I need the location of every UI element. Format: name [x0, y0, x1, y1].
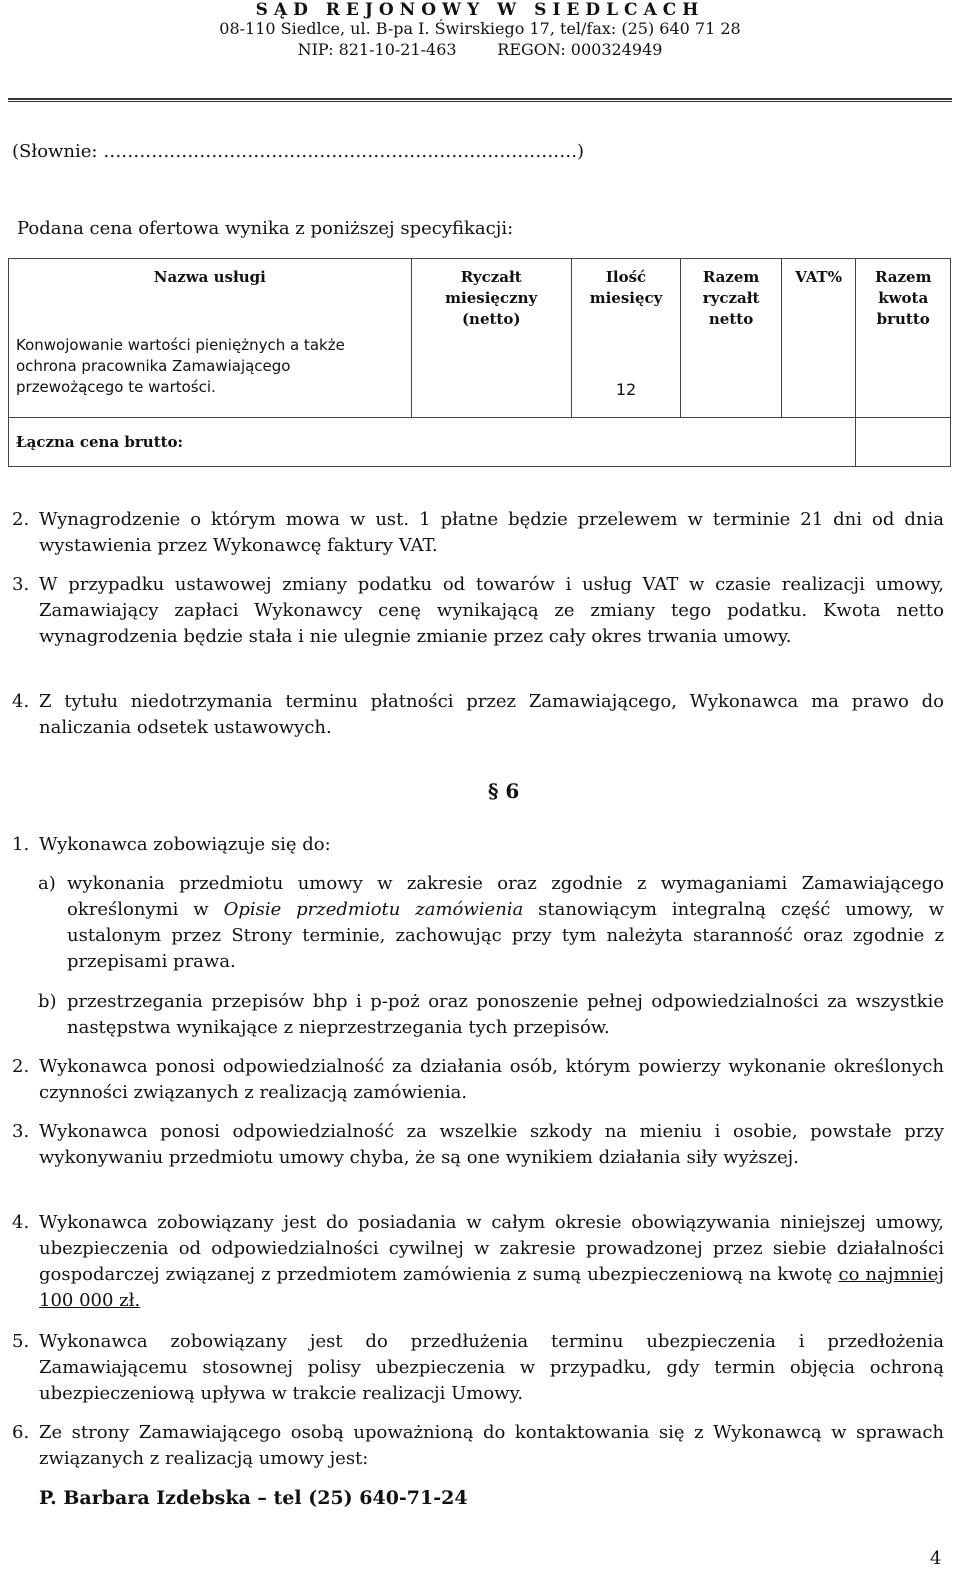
specification-table	[8, 258, 951, 467]
header-total-net: Razem ryczałt netto	[702, 268, 760, 328]
header-total-gross: Razem kwota brutto	[874, 268, 932, 328]
point-6-4: 4. Wykonawca zobowiązany jest do posiadania w całym okresie obowiązywania niniejszej umowy, ubezpieczenia od odpowiedzialności cywilnej w zakresie prowadzonej przez siebie działalności gospodarczej związanej z przedmiotem zamówienia z sumą ubezpieczeniową na kwotę co najmniej 100 000 zł.	[12, 1212, 944, 1311]
point-2: 2. Wynagrodzenie o którym mowa w ust. 1 płatne będzie przelewem w terminie 21 dni od dnia wystawienia przez Wykonawcę faktury VAT.	[12, 509, 944, 556]
point-6-2: 2. Wykonawca ponosi odpowiedzialność za działania osób, którym powierzy wykonanie określonych czynności związanych z realizacją zamówienia.	[12, 1056, 944, 1103]
header-months: Ilość miesięcy	[589, 268, 663, 307]
insurance-amount: co najmniej 100 000 zł.	[39, 1264, 944, 1311]
total-value-cell	[856, 418, 951, 467]
court-address: 08-110 Siedlce, ul. B-pa I. Świrskiego 17, tel/fax: (25) 640 71 28	[219, 19, 741, 38]
total-net-cell	[681, 259, 781, 418]
point-6-5: 5. Wykonawca zobowiązany jest do przedłużenia terminu ubezpieczenia i przedłożenia Zamawiającemu stosownej polisy ubezpieczenia w przypadku, gdy termin objęcia ochroną ubezpieczeniową upływa w trakcie realizacji Umowy.	[12, 1331, 944, 1404]
subpoint-a: a) wykonania przedmiotu umowy w zakresie oraz zgodnie z wymaganiami Zamawiającego określonymi w Opisie przedmiotu zamówienia stanowiącym integralną część umowy, w ustalonym przez Strony terminie, zachowując przy tym należyta staranność oraz zgodnie z przepisami prawa.	[38, 873, 944, 972]
page-number: 4	[930, 1548, 942, 1569]
header-rule	[8, 98, 952, 102]
total-gross-cell	[856, 259, 951, 418]
subpoint-b: b) przestrzegania przepisów bhp i p-poż oraz ponoszenie pełnej odpowiedzialności za wszystkie następstwa wynikające z nieprzestrzegania tych przepisów.	[38, 991, 944, 1038]
point-6-1: 1. Wykonawca zobowiązuje się do:	[12, 834, 331, 855]
point-3: 3. W przypadku ustawowej zmiany podatku od towarów i usług VAT w czasie realizacji umowy, Zamawiający zapłaci Wykonawcy cenę wynikającą ze zmiany tego podatku. Kwota netto wynagrodzenia będzie stała i nie ulegnie zmianie przez cały okres trwania umowy.	[12, 574, 944, 647]
months-cell	[571, 259, 681, 418]
point-6-6: 6. Ze strony Zamawiającego osobą upoważnioną do kontaktowania się z Wykonawcą w sprawach związanych z realizacją umowy jest:	[12, 1422, 944, 1469]
header-vat: VAT%	[795, 268, 842, 286]
header-service: Nazwa usługi	[153, 268, 266, 286]
contact-person: P. Barbara Izdebska – tel (25) 640-71-24	[39, 1487, 468, 1509]
header-monthly: Ryczałt miesięczny (netto)	[445, 268, 538, 328]
intro-text: Podana cena ofertowa wynika z poniższej specyfikacji:	[17, 218, 514, 239]
total-label-cell	[9, 418, 856, 467]
service-cell	[9, 259, 412, 418]
court-name: SĄD REJONOWY W SIEDLCACH	[255, 0, 705, 20]
point-6-3: 3. Wykonawca ponosi odpowiedzialność za wszelkie szkody na mieniu i osobie, powstałe przy wykonywaniu przedmiotu umowy chyba, że są one wynikiem działania siły wyższej.	[12, 1121, 944, 1168]
section-heading: § 6	[488, 779, 520, 803]
point-4: 4. Z tytułu niedotrzymania terminu płatności przez Zamawiającego, Wykonawca ma prawo do naliczania odsetek ustawowych.	[12, 691, 944, 738]
vat-cell	[781, 259, 856, 418]
court-ids: NIP: 821-10-21-463 REGON: 000324949	[297, 40, 663, 59]
slownie-line: (Słownie: …………………………………………………………………….)	[12, 141, 584, 162]
total-label: Łączna cena brutto:	[16, 432, 184, 451]
months-value: 12	[615, 380, 637, 399]
monthly-cell	[411, 259, 571, 418]
service-description: Konwojowanie wartości pieniężnych a także ochrona pracownika Zamawiającego przewożącego te wartości.	[16, 336, 345, 396]
